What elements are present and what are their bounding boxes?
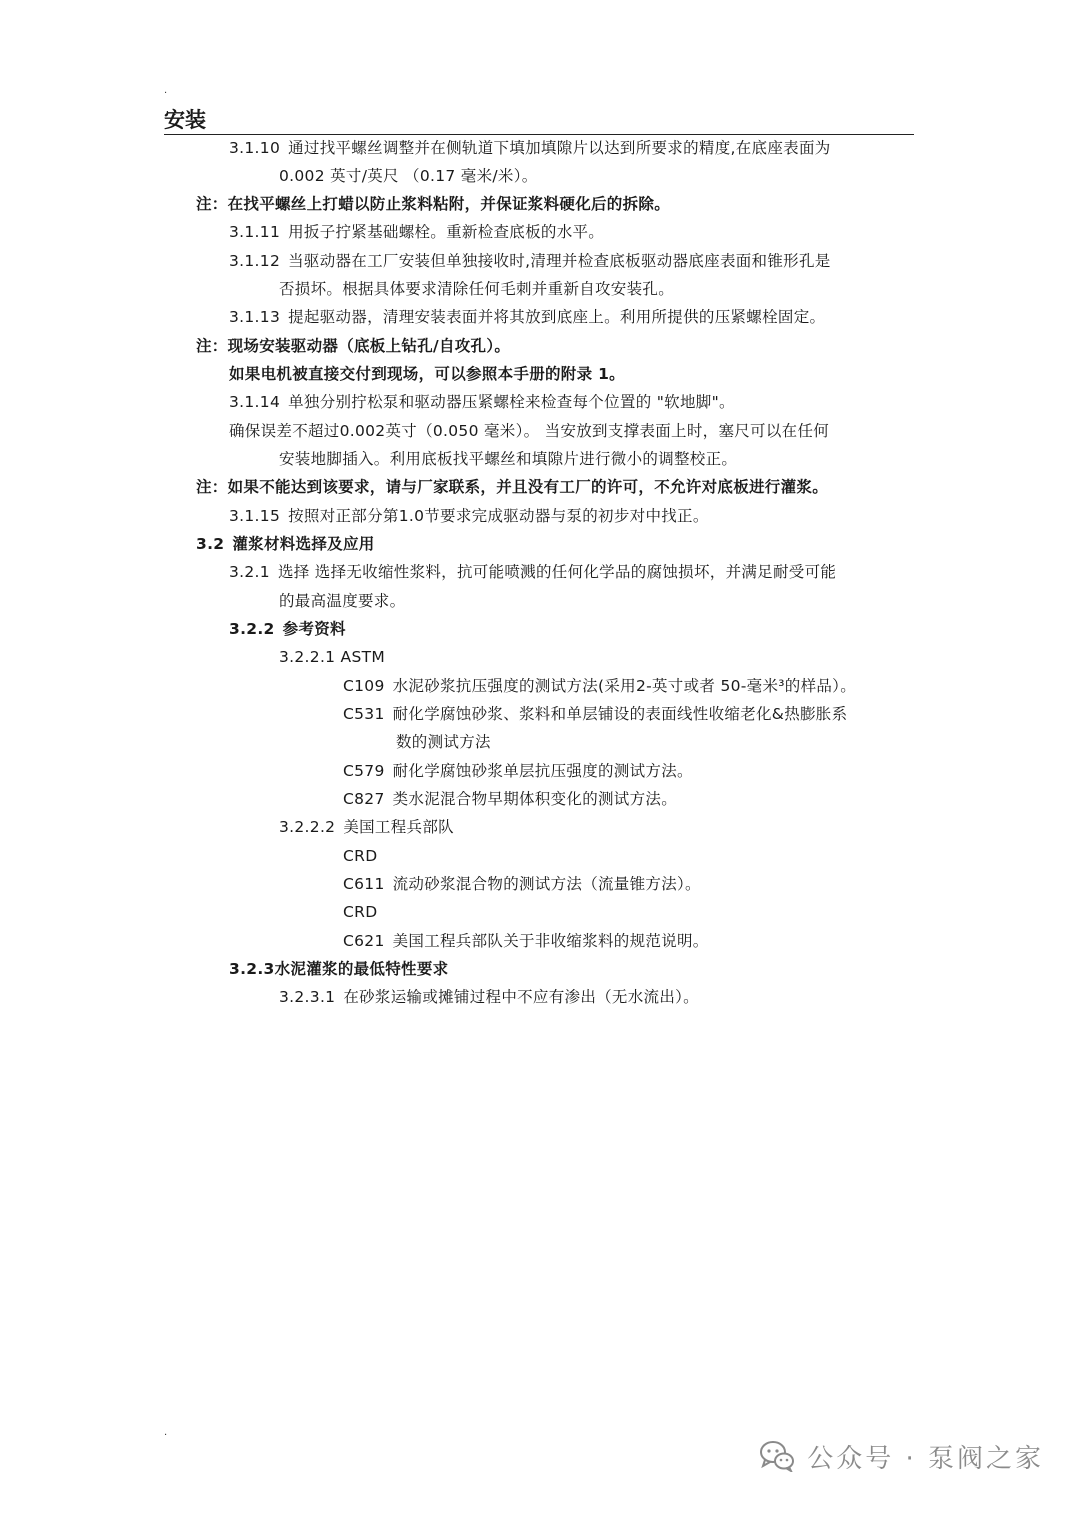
line-text: 通过找平螺丝调整并在侧轨道下填加填隙片以达到所要求的精度,在底座表面为 (288, 139, 831, 157)
text-line (196, 335, 510, 357)
top-marker: . (164, 85, 168, 96)
section-number: 3.2.2 (229, 620, 275, 638)
line-text: 3.2.3水泥灌浆的最低特性要求 (229, 960, 449, 978)
text-line (229, 363, 625, 385)
line-text: 0.002 英寸/英尺 （0.17 毫米/米）。 (279, 167, 538, 185)
line-text: 安装地脚插入。利用底板找平螺丝和填隙片进行微小的调整校正。 (279, 450, 738, 468)
line-text: 单独分别拧松泵和驱动器压紧螺栓来检查每个位置的 "软地脚"。 (288, 393, 735, 411)
watermark (759, 1436, 1044, 1476)
section-number: 3.2.3.1 (279, 988, 336, 1006)
line-text: 选择 选择无收缩性浆料，抗可能喷溅的任何化学品的腐蚀损坏，并满足耐受可能 (277, 563, 837, 581)
text-line (396, 731, 491, 753)
section-number: 3.2.1 (229, 563, 270, 581)
text-line (229, 618, 346, 640)
text-line (343, 901, 377, 923)
text-line (343, 930, 709, 952)
text-line (279, 646, 385, 668)
wechat-icon (759, 1440, 795, 1472)
line-text: 提起驱动器，清理安装表面并将其放到底座上。利用所提供的压紧螺栓固定。 (288, 308, 826, 326)
line-text: 灌浆材料选择及应用 (232, 535, 375, 553)
section-number: C611 (343, 875, 385, 893)
text-line (196, 193, 670, 215)
text-line (229, 221, 604, 243)
section-number: C827 (343, 790, 385, 808)
line-text: 类水泥混合物早期体积变化的测试方法。 (392, 790, 678, 808)
section-number: 3.2.2.2 (279, 818, 336, 836)
text-line (343, 760, 693, 782)
text-line (279, 590, 405, 612)
text-line (196, 476, 828, 498)
text-line (229, 391, 735, 413)
line-text: 否损坏。根据具体要求清除任何毛刺并重新自攻安装孔。 (279, 280, 675, 298)
section-number: 3.2 (196, 535, 225, 553)
line-text: CRD (343, 847, 378, 865)
text-line (279, 278, 674, 300)
section-number: 3.1.13 (229, 308, 281, 326)
line-text: 耐化学腐蚀砂浆单层抗压强度的测试方法。 (392, 762, 693, 780)
text-line (279, 448, 737, 470)
line-text: 数的测试方法 (396, 733, 491, 751)
section-number: C109 (343, 677, 385, 695)
bottom-marker: . (164, 1427, 168, 1438)
text-line (229, 137, 831, 159)
section-number: 3.1.11 (229, 223, 281, 241)
text-line (229, 505, 709, 527)
section-number: 3.1.14 (229, 393, 281, 411)
section-number: C579 (343, 762, 385, 780)
line-text: 美国工程兵部队关于非收缩浆料的规范说明。 (392, 932, 709, 950)
line-text: 耐化学腐蚀砂浆、浆料和单层铺设的表面线性收缩老化&热膨胀系 (392, 705, 848, 723)
text-line (279, 816, 454, 838)
section-number: C531 (343, 705, 385, 723)
line-text: CRD (343, 903, 378, 921)
line-text: 当驱动器在工厂安装但单独接收时,清理并检查底板驱动器底座表面和锥形孔是 (288, 252, 831, 270)
section-number: 3.1.15 (229, 507, 281, 525)
line-text: 在砂浆运输或摊铺过程中不应有渗出（无水流出）。 (343, 988, 699, 1006)
line-text: 参考资料 (282, 620, 346, 638)
section-number: C621 (343, 932, 385, 950)
watermark-text: 公众号 · 泵阀之家 (807, 1443, 1044, 1474)
line-text: 注：如果不能达到该要求，请与厂家联系，并且没有工厂的许可，不允许对底板进行灌浆。 (196, 478, 829, 496)
page-heading: 安装 (164, 108, 206, 132)
line-text: 3.2.2.1 ASTM (279, 648, 386, 666)
text-line (229, 306, 825, 328)
line-text: 用扳子拧紧基础螺栓。重新检查底板的水平。 (288, 223, 605, 241)
line-text: 确保误差不超过0.002英寸（0.050 毫米）。 当安放到支撑表面上时，塞尺可以在任何 (229, 422, 830, 440)
text-line (343, 845, 377, 867)
line-text: 如果电机被直接交付到现场，可以参照本手册的附录 1。 (229, 365, 625, 383)
text-line (343, 873, 701, 895)
text-line (229, 958, 448, 980)
text-line (279, 986, 699, 1008)
section-number: 3.1.12 (229, 252, 281, 270)
line-text: 的最高温度要求。 (279, 592, 406, 610)
line-text: 水泥砂浆抗压强度的测试方法(采用2-英寸或者 50-毫米³的样品）。 (392, 677, 857, 695)
text-line (229, 250, 831, 272)
line-text: 流动砂浆混合物的测试方法（流量锥方法）。 (392, 875, 701, 893)
line-text: 美国工程兵部队 (343, 818, 454, 836)
text-line (229, 561, 836, 583)
text-line (343, 703, 847, 725)
text-line (343, 788, 677, 810)
text-line (279, 165, 538, 187)
text-line (196, 533, 375, 555)
text-line (343, 675, 856, 697)
line-text: 注：现场安装驱动器（底板上钻孔/自攻孔）。 (196, 337, 511, 355)
text-line (229, 420, 829, 442)
line-text: 按照对正部分第1.0节要求完成驱动器与泵的初步对中找正。 (288, 507, 709, 525)
section-number: 3.1.10 (229, 139, 281, 157)
line-text: 注：在找平螺丝上打蜡以防止浆料粘附，并保证浆料硬化后的拆除。 (196, 195, 671, 213)
